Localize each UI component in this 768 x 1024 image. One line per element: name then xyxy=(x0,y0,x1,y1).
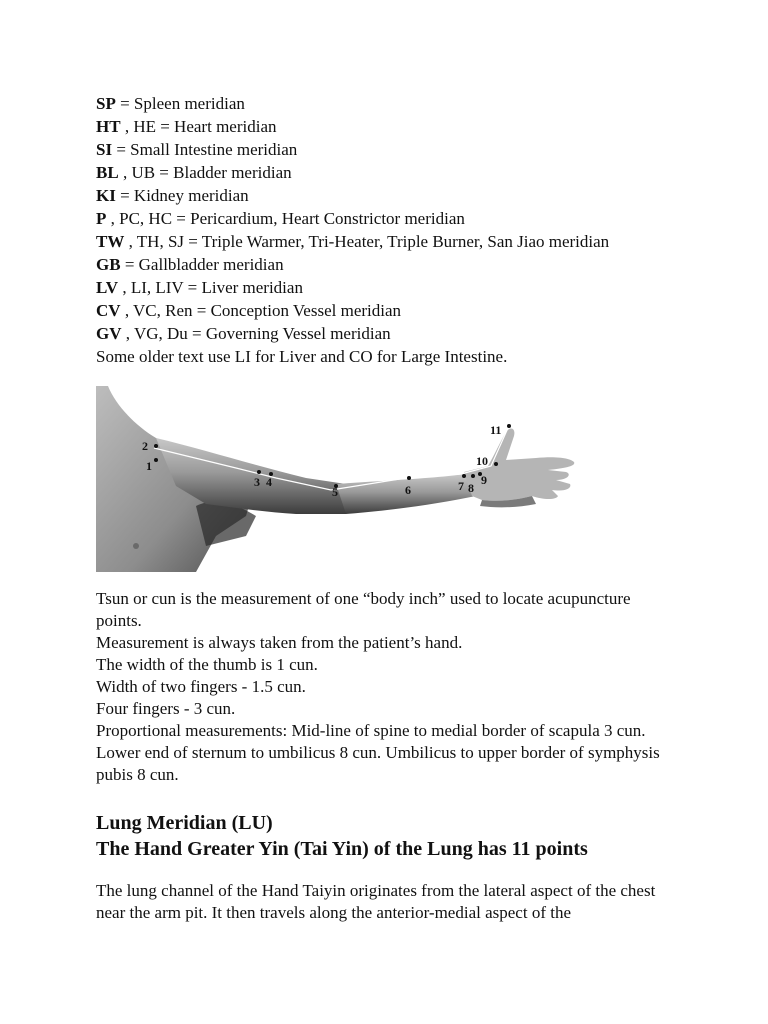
abbr-desc: , VG, Du = Governing Vessel meridian xyxy=(121,324,391,343)
abbr-desc: = Kidney meridian xyxy=(115,186,249,205)
older-text-note: Some older text use LI for Liver and CO for Large Intestine. xyxy=(96,347,508,366)
point-label-6: 6 xyxy=(405,483,411,497)
abbr-row-ht xyxy=(96,115,676,138)
cun-line: Width of two fingers - 1.5 cun. xyxy=(96,677,306,696)
abbr-desc: , HE = Heart meridian xyxy=(120,117,277,136)
arm-illustration xyxy=(96,386,586,572)
point-label-3: 3 xyxy=(254,475,260,489)
abbr-code: GV xyxy=(96,324,122,343)
abbr-row-p xyxy=(96,207,676,230)
point-label-2: 2 xyxy=(142,439,148,453)
cun-line: Measurement is always taken from the patient’s hand. xyxy=(96,633,463,652)
abbr-row-gb xyxy=(96,253,676,276)
abbreviation-list xyxy=(96,92,676,368)
abbr-row-gv xyxy=(96,322,676,345)
cun-line: Proportional measurements: Mid-line of spine to medial border of scapula 3 cun. Lower end of sternum to umbilicus 8 cun. Umbilicus to upper border of symphysis pubis 8 cun. xyxy=(96,721,660,784)
cun-description xyxy=(96,588,676,786)
abbr-desc: = Small Intestine meridian xyxy=(112,140,298,159)
abbr-code: TW xyxy=(96,232,125,251)
abbr-desc: , TH, SJ = Triple Warmer, Tri-Heater, Triple Burner, San Jiao meridian xyxy=(124,232,610,251)
cun-line: The width of the thumb is 1 cun. xyxy=(96,655,318,674)
abbr-code: LV xyxy=(96,278,119,297)
point-label-9: 9 xyxy=(481,473,487,487)
abbr-code: SP xyxy=(96,94,116,113)
abbr-row-tw xyxy=(96,230,676,253)
abbr-desc: , PC, HC = Pericardium, Heart Constrictor meridian xyxy=(106,209,465,228)
point-label-10: 10 xyxy=(476,454,488,468)
lung-meridian-title: Lung Meridian (LU) xyxy=(96,812,273,834)
abbr-desc: , VC, Ren = Conception Vessel meridian xyxy=(120,301,402,320)
point-label-4: 4 xyxy=(266,475,272,489)
abbr-code: CV xyxy=(96,301,121,320)
lung-meridian-body: The lung channel of the Hand Taiyin originates from the lateral aspect of the chest near the arm pit. It then travels along the anterior-medial aspect of the xyxy=(96,881,656,922)
abbr-row-bl xyxy=(96,161,676,184)
abbr-code: GB xyxy=(96,255,121,274)
abbr-desc: = Spleen meridian xyxy=(115,94,245,113)
point-label-11: 11 xyxy=(490,423,502,437)
lung-meridian-subtitle: The Hand Greater Yin (Tai Yin) of the Lung has 11 points xyxy=(96,838,588,860)
abbr-code: BL xyxy=(96,163,119,182)
abbr-code: HT xyxy=(96,117,121,136)
abbr-desc: = Gallbladder meridian xyxy=(120,255,284,274)
cun-line: Tsun or cun is the measurement of one “body inch” used to locate acupuncture points. xyxy=(96,589,631,630)
abbr-code: SI xyxy=(96,140,113,159)
abbr-row-si xyxy=(96,138,676,161)
abbr-desc: , UB = Bladder meridian xyxy=(118,163,292,182)
cun-line: Four fingers - 3 cun. xyxy=(96,699,236,718)
point-label-1: 1 xyxy=(146,459,152,473)
abbr-row-lv xyxy=(96,276,676,299)
abbr-desc: , LI, LIV = Liver meridian xyxy=(118,278,303,297)
abbr-row-ki xyxy=(96,184,676,207)
abbr-row-sp xyxy=(96,92,676,115)
point-label-8: 8 xyxy=(468,481,474,495)
point-label-7: 7 xyxy=(458,479,464,493)
arm-meridian-figure xyxy=(96,386,586,572)
abbr-row-cv xyxy=(96,299,676,322)
abbr-code: P xyxy=(96,209,107,228)
abbr-code: KI xyxy=(96,186,116,205)
point-label-5: 5 xyxy=(332,485,338,499)
